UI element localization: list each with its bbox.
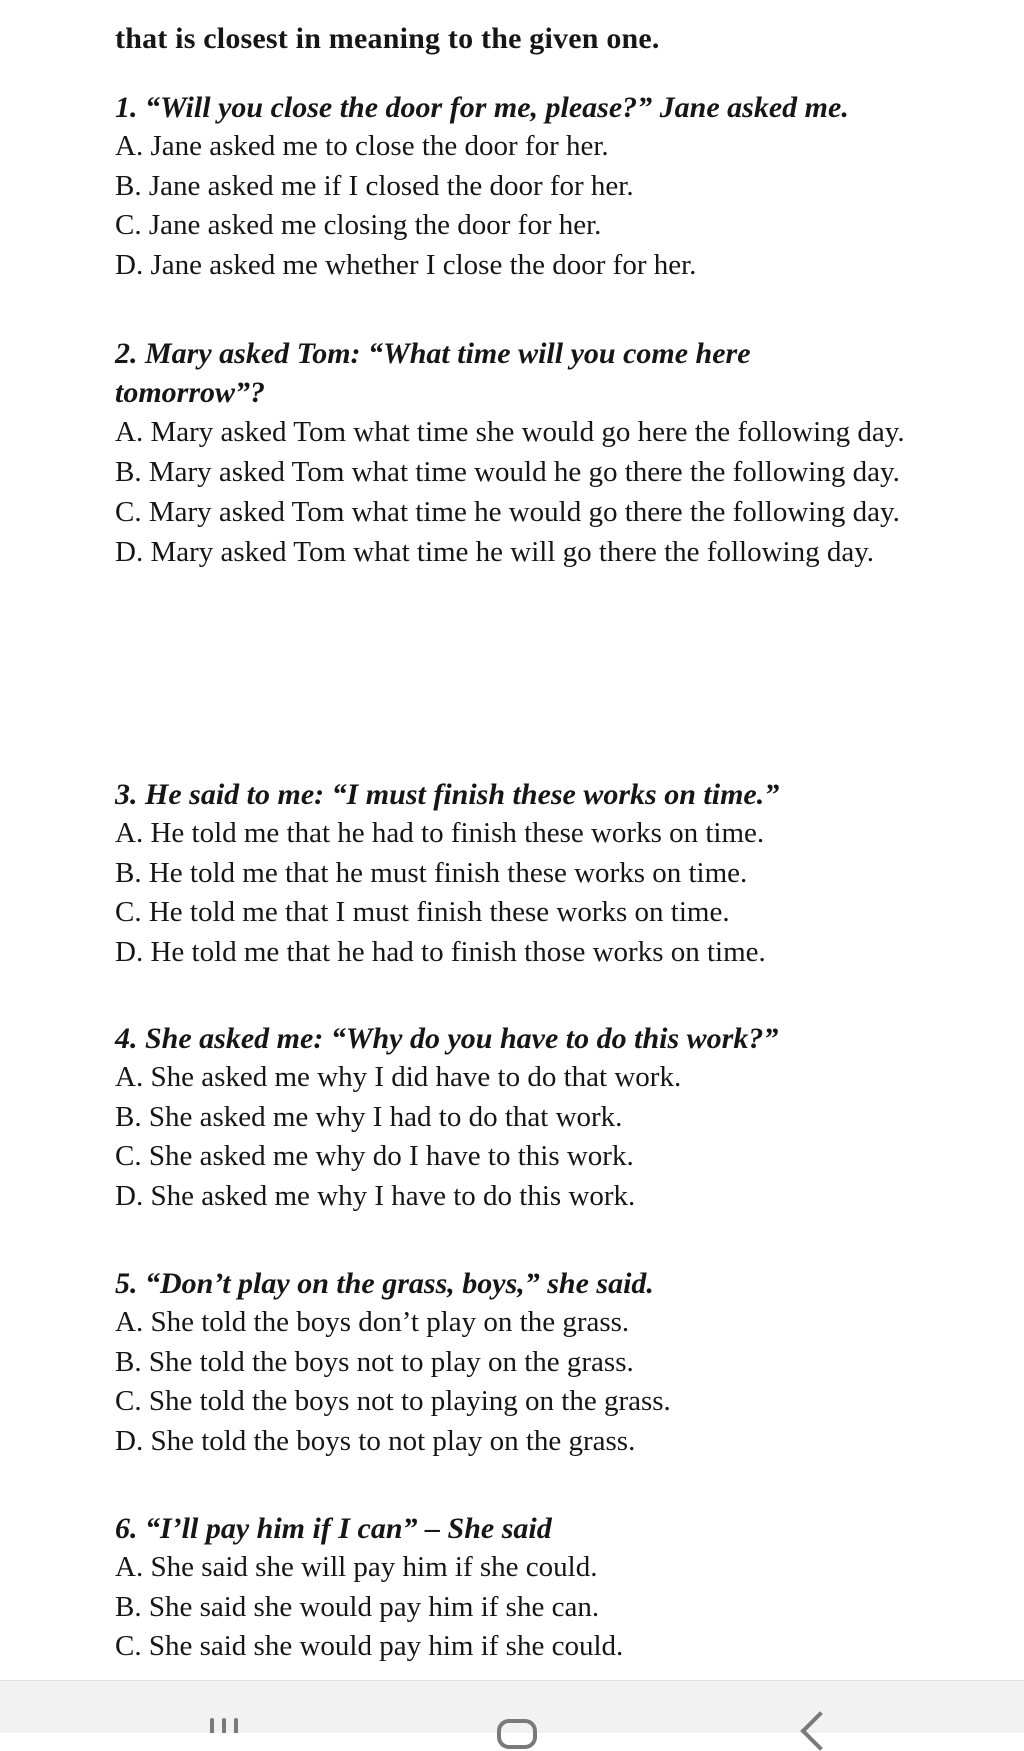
question-stem: 5. “Don’t play on the grass, boys,” she said. [115, 1267, 654, 1300]
question-stem: 3. He said to me: “I must finish these works on time.” [115, 778, 780, 811]
recent-apps-icon [210, 1718, 240, 1733]
question-stem: 4. She asked me: “Why do you have to do this work?” [115, 1022, 779, 1055]
instruction-text: that is closest in meaning to the given one. [115, 22, 660, 55]
home-icon [497, 1719, 537, 1749]
option-c: C. Mary asked Tom what time he would go there the following day. [115, 496, 900, 528]
question-stem: 6. “I’ll pay him if I can” – She said [115, 1512, 552, 1545]
option-b: B. Jane asked me if I closed the door for her. [115, 169, 634, 202]
option-b: B. Mary asked Tom what time would he go there the following day. [115, 456, 900, 488]
question-stem: 1. “Will you close the door for me, please?” Jane asked me. [115, 91, 849, 124]
question-5 [115, 1264, 915, 1461]
recent-apps-button[interactable] [180, 1681, 290, 1733]
question-6 [115, 1509, 915, 1667]
option-b: B. He told me that he must finish these works on time. [115, 856, 748, 889]
option-d: D. Mary asked Tom what time he will go there the following day. [115, 536, 875, 568]
option-a: A. She told the boys don’t play on the grass. [115, 1306, 630, 1338]
option-a: A. She asked me why I did have to do that work. [115, 1061, 682, 1093]
question-stem-line-2: tomorrow”? [115, 376, 266, 409]
option-c: C. She told the boys not to playing on the grass. [115, 1385, 671, 1417]
option-b: B. She said she would pay him if she can. [115, 1590, 600, 1623]
option-a: A. Mary asked Tom what time she would go here the following day. [115, 416, 905, 448]
back-icon [800, 1711, 840, 1751]
option-c: C. He told me that I must finish these works on time. [115, 896, 730, 928]
option-a: A. She said she will pay him if she could. [115, 1551, 598, 1583]
question-stem-line-1: 2. Mary asked Tom: “What time will you come here [115, 337, 751, 370]
home-button[interactable] [457, 1681, 567, 1733]
option-a: A. Jane asked me to close the door for her. [115, 130, 609, 162]
option-b: B. She asked me why I had to do that work. [115, 1100, 623, 1133]
question-2 [115, 334, 915, 572]
question-1 [115, 88, 915, 285]
back-button[interactable] [756, 1681, 866, 1733]
question-4 [115, 1019, 915, 1216]
option-c: C. She said she would pay him if she could. [115, 1630, 624, 1662]
option-d: D. He told me that he had to finish those works on time. [115, 935, 766, 968]
question-3 [115, 775, 915, 972]
option-d: D. She told the boys to not play on the grass. [115, 1424, 636, 1457]
option-d: D. She asked me why I have to do this work. [115, 1179, 636, 1212]
option-c: C. She asked me why do I have to this work. [115, 1140, 634, 1172]
option-a: A. He told me that he had to finish these works on time. [115, 817, 765, 849]
option-d: D. Jane asked me whether I close the door for her. [115, 248, 697, 281]
option-b: B. She told the boys not to play on the grass. [115, 1345, 634, 1378]
system-navigation-bar [0, 1680, 1024, 1733]
option-c: C. Jane asked me closing the door for her. [115, 209, 602, 241]
